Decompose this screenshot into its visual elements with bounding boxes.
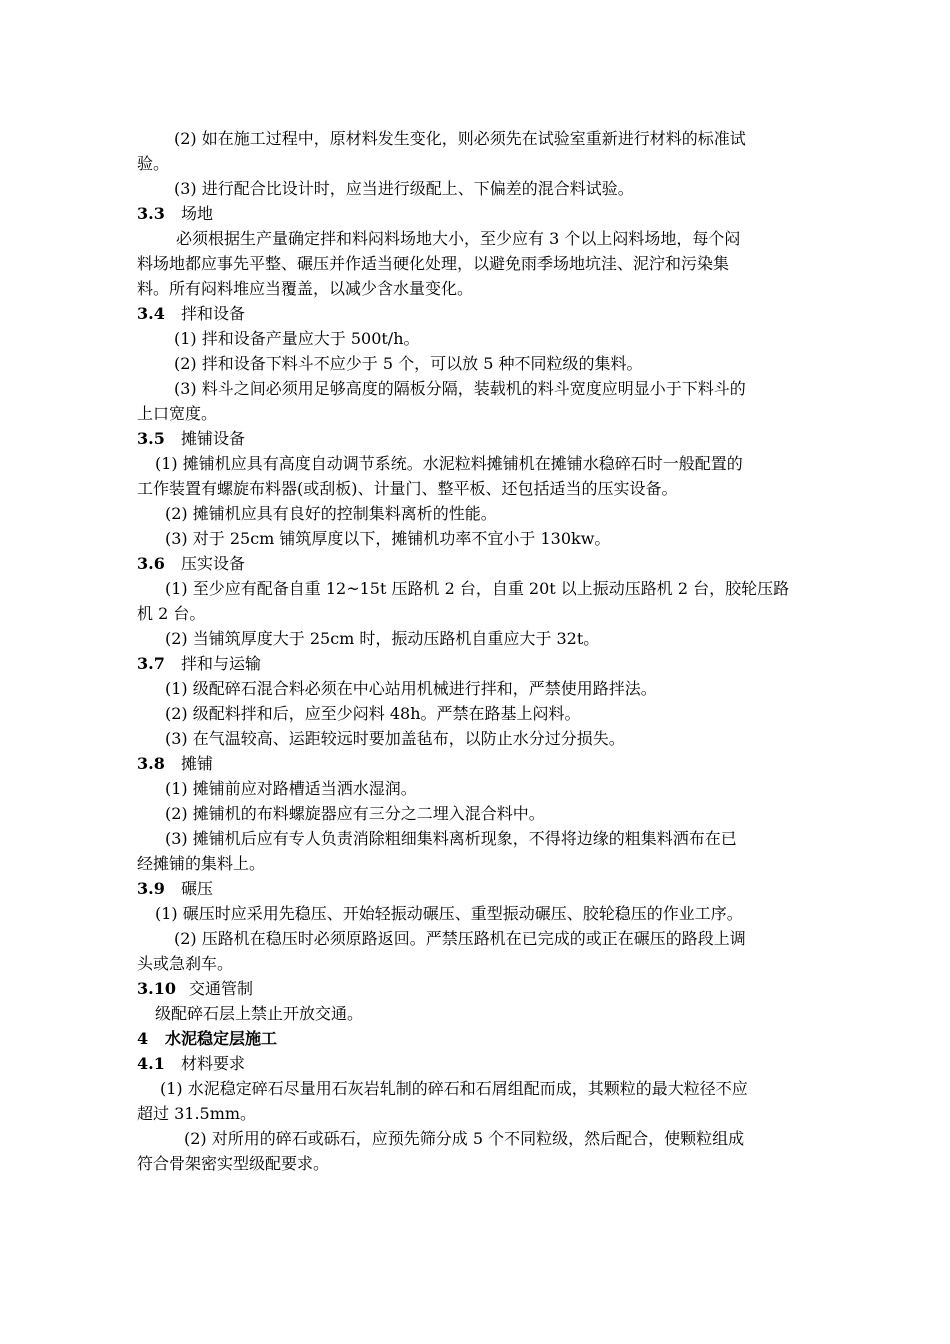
para-3-2-2-line1: (2) 如在施工过程中，原材料发生变化，则必须先在试验室重新进行材料的标准试 bbox=[174, 129, 746, 148]
heading-title: 拌和设备 bbox=[181, 304, 246, 323]
para-3-4-1: (1) 拌和设备产量应大于 500t/h。 bbox=[174, 329, 420, 348]
heading-title: 压实设备 bbox=[181, 554, 246, 573]
heading-3-5 bbox=[137, 427, 245, 451]
heading-3-8 bbox=[137, 752, 213, 776]
para-3-9-2-line2: 头或急刹车。 bbox=[137, 954, 234, 973]
heading-number: 4 bbox=[137, 1029, 149, 1048]
para-3-8-1: (1) 摊铺前应对路槽适当洒水湿润。 bbox=[165, 779, 417, 798]
heading-number: 3.3 bbox=[137, 204, 165, 223]
heading-4-1 bbox=[137, 1052, 245, 1076]
para-3-4-3-line2: 上口宽度。 bbox=[137, 404, 218, 423]
heading-3-4 bbox=[137, 302, 245, 326]
para-3-5-1-line2: 工作装置有螺旋布料器(或刮板)、计量门、整平板、还包括适当的压实设备。 bbox=[137, 479, 678, 498]
heading-title: 材料要求 bbox=[181, 1054, 246, 1073]
heading-number: 3.6 bbox=[137, 554, 165, 573]
heading-number: 3.5 bbox=[137, 429, 165, 448]
heading-number: 3.4 bbox=[137, 304, 165, 323]
heading-3-9 bbox=[137, 877, 213, 901]
para-3-5-3: (3) 对于 25cm 铺筑厚度以下，摊铺机功率不宜小于 130kw。 bbox=[165, 529, 611, 548]
para-3-7-2: (2) 级配料拌和后，应至少闷料 48h。严禁在路基上闷料。 bbox=[165, 704, 581, 723]
heading-title: 摊铺 bbox=[181, 754, 214, 773]
para-3-3-line2: 料场地都应事先平整、碾压并作适当硬化处理，以避免雨季场地坑洼、泥泞和污染集 bbox=[137, 254, 730, 273]
heading-title: 拌和与运输 bbox=[181, 654, 262, 673]
para-3-5-1-line1: (1) 摊铺机应具有高度自动调节系统。水泥粒料摊铺机在摊铺水稳碎石时一般配置的 bbox=[155, 454, 743, 473]
para-3-2-3: (3) 进行配合比设计时，应当进行级配上、下偏差的混合料试验。 bbox=[174, 179, 634, 198]
para-3-8-2: (2) 摊铺机的布料螺旋器应有三分之二埋入混合料中。 bbox=[165, 804, 545, 823]
heading-3-10 bbox=[137, 977, 253, 1001]
heading-number: 3.10 bbox=[137, 979, 176, 998]
para-3-4-2: (2) 拌和设备下料斗不应少于 5 个，可以放 5 种不同粒级的集料。 bbox=[174, 354, 643, 373]
para-3-4-3-line1: (3) 料斗之间必须用足够高度的隔板分隔，装载机的料斗宽度应明显小于下料斗的 bbox=[174, 379, 746, 398]
heading-title: 水泥稳定层施工 bbox=[165, 1029, 278, 1048]
para-3-9-1: (1) 碾压时应采用先稳压、开始轻振动碾压、重型振动碾压、胶轮稳压的作业工序。 bbox=[155, 904, 743, 923]
para-3-6-2: (2) 当铺筑厚度大于 25cm 时，振动压路机自重应大于 32t。 bbox=[165, 629, 600, 648]
para-3-8-3-line1: (3) 摊铺机后应有专人负责消除粗细集料离析现象，不得将边缘的粗集料洒布在已 bbox=[165, 829, 737, 848]
para-3-6-1-line1: (1) 至少应有配备自重 12~15t 压路机 2 台，自重 20t 以上振动压路机 2 台，胶轮压路 bbox=[165, 579, 790, 598]
heading-title: 交通管制 bbox=[189, 979, 254, 998]
para-3-7-3: (3) 在气温较高、运距较远时要加盖毡布，以防止水分过分损失。 bbox=[165, 729, 625, 748]
heading-number: 4.1 bbox=[137, 1054, 165, 1073]
para-4-1-2-line2: 符合骨架密实型级配要求。 bbox=[137, 1154, 330, 1173]
para-3-9-2-line1: (2) 压路机在稳压时必须原路返回。严禁压路机在已完成的或正在碾压的路段上调 bbox=[174, 929, 746, 948]
heading-title: 碾压 bbox=[181, 879, 214, 898]
heading-3-6 bbox=[137, 552, 245, 576]
para-4-1-1-line2: 超过 31.5mm。 bbox=[137, 1104, 257, 1123]
para-3-8-3-line2: 经摊铺的集料上。 bbox=[137, 854, 266, 873]
heading-number: 3.8 bbox=[137, 754, 165, 773]
para-3-10: 级配碎石层上禁止开放交通。 bbox=[155, 1004, 364, 1023]
para-3-5-2: (2) 摊铺机应具有良好的控制集料离析的性能。 bbox=[165, 504, 497, 523]
para-4-1-2-line1: (2) 对所用的碎石或砾石，应预先筛分成 5 个不同粒级，然后配合，使颗粒组成 bbox=[184, 1129, 745, 1148]
heading-number: 3.9 bbox=[137, 879, 165, 898]
heading-3-3 bbox=[137, 202, 213, 226]
para-3-2-2-line2: 验。 bbox=[137, 154, 170, 173]
heading-3-7 bbox=[137, 652, 261, 676]
para-4-1-1-line1: (1) 水泥稳定碎石尽量用石灰岩轧制的碎石和石屑组配而成，其颗粒的最大粒径不应 bbox=[160, 1079, 748, 1098]
heading-title: 场地 bbox=[181, 204, 214, 223]
para-3-3-line3: 料。所有闷料堆应当覆盖，以减少含水量变化。 bbox=[137, 279, 474, 298]
para-3-6-1-line2: 机 2 台。 bbox=[137, 604, 206, 623]
heading-number: 3.7 bbox=[137, 654, 165, 673]
heading-4 bbox=[137, 1027, 277, 1051]
para-3-7-1: (1) 级配碎石混合料必须在中心站用机械进行拌和，严禁使用路拌法。 bbox=[165, 679, 657, 698]
heading-title: 摊铺设备 bbox=[181, 429, 246, 448]
para-3-3-line1: 必须根据生产量确定拌和料闷料场地大小，至少应有 3 个以上闷料场地，每个闷 bbox=[176, 229, 741, 248]
